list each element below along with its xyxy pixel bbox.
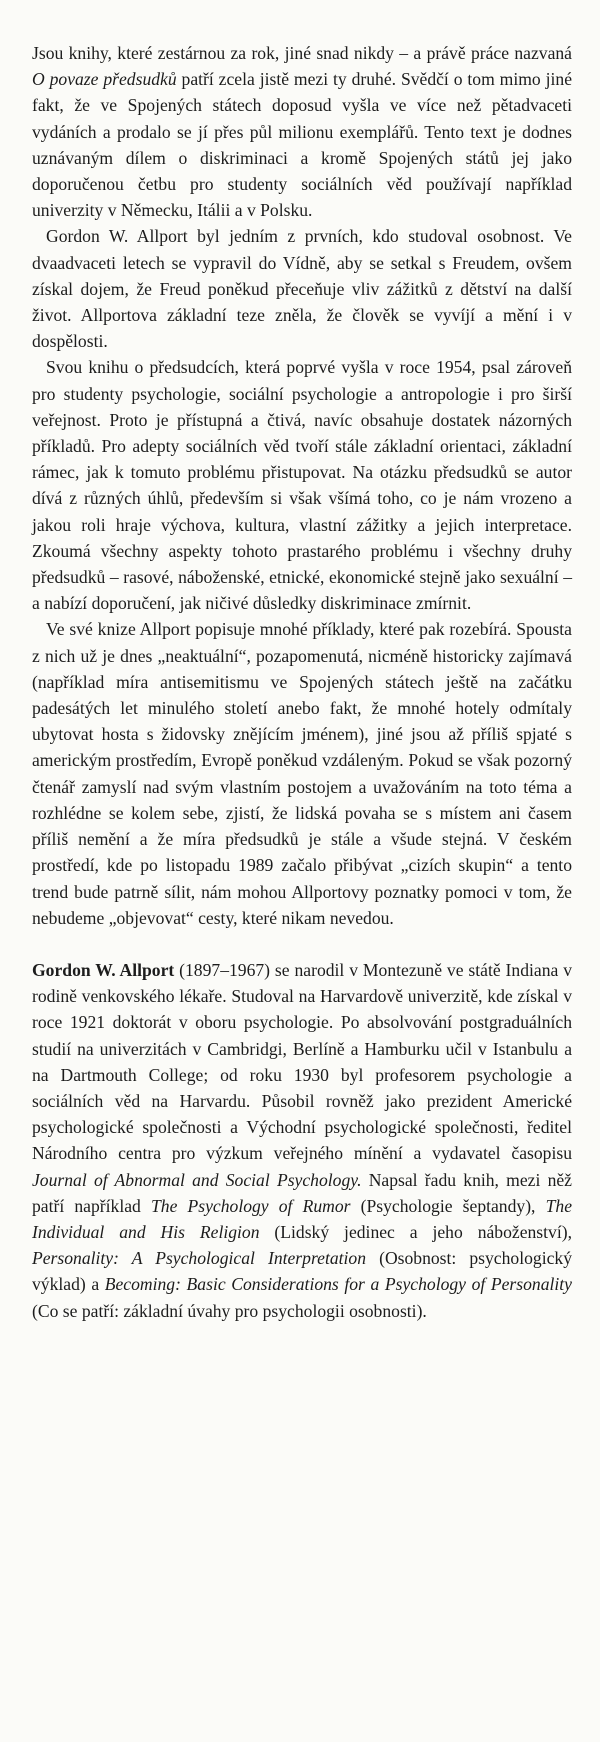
- author-name: Gordon W. Allport: [32, 959, 175, 980]
- bio-text-1: (1897–1967) se narodil v Montezuně ve státě Indiana v rodině venkovského lékaře. Studoval na Harvardově univerzitě, kde získal v roce 1921 doktorát v oboru psychologie. Po absolvování postgraduálních studií na univerzitách v Cambridgi, Berlíně a Hamburku učil v Istanbulu a na Dartmouth College; od roku 1930 byl profesorem psychologie a sociálních věd na Harvardu. Působil rovněž jako prezident Americké psychologické společnosti a Východní psychologické společnosti, ředitel Národního centra pro výzkum veřejného mínění a vydavatel časopisu: [32, 959, 572, 1164]
- author-bio: [32, 957, 572, 1324]
- book-title-becoming: Becoming: Basic Considerations for a Psychology of Personality: [104, 1274, 572, 1295]
- book-title-religion: The Individual and His Religion: [32, 1195, 572, 1242]
- bio-text-5: (Osobnost: psychologický výklad) a: [32, 1248, 572, 1295]
- bio-text-3: (Psychologie šeptandy),: [350, 1195, 546, 1216]
- book-title-rumor: The Psychology of Rumor: [150, 1195, 351, 1216]
- intro-paragraph-2: Gordon W. Allport byl jedním z prvních, kdo studoval osobnost. Ve dvaadvaceti letech se vypravil do Vídně, aby se setkal s Freudem, ovšem získal dojem, že Freud poněkud přeceňuje vliv zážitků z dětství na další život. Allportova základní teze zněla, že člověk se vyvíjí a mění i v dospělosti.: [32, 226, 572, 352]
- bio-text-6: (Co se patří: základní úvahy pro psychologii osobnosti).: [32, 1300, 427, 1321]
- bio-text-2: Napsal řadu knih, mezi něž patří například: [32, 1169, 572, 1216]
- bio-text-4: (Lidský jedinec a jeho náboženství),: [259, 1221, 572, 1242]
- journal-title: Journal of Abnormal and Social Psychology.: [32, 1169, 362, 1190]
- book-title-personality: Personality: A Psychological Interpretation: [32, 1248, 367, 1269]
- intro-paragraph-3: Svou knihu o předsudcích, která poprvé vyšla v roce 1954, psal zároveň pro studenty psychologie, sociální psychologie a antropologie i pro širší veřejnost. Proto je přístupná a čtivá, navíc obsahuje dostatek názorných příkladů. Pro adepty sociálních věd tvoří stále základní orientaci, základní rámec, jak k tomuto problému přistupovat. Na otázku předsudků se autor dívá z různých úhlů, především si však všímá toho, co je nám vrozeno a jakou roli hraje výchova, kultura, vlastní zážitky a jejich interpretace. Zkoumá všechny aspekty tohoto prastarého problému i všechny druhy předsudků – rasové, náboženské, etnické, ekonomické stejně jako sexuální – a nabízí doporučení, jak ničivé důsledky diskriminace zmírnit.: [32, 357, 572, 614]
- intro-p1-text-end: patří zcela jistě mezi ty druhé. Svědčí o tom mimo jiné fakt, že ve Spojených státech doposud vyšla ve více než pětadvaceti vydáních a prodalo se jí přes půl milionu exemplářů. Tento text je dodnes uznávaným dílem o diskriminaci a kromě Spojených států jej jako doporučenou četbu pro studenty sociálních věd používají například univerzity v Německu, Itálii a v Polsku.: [32, 69, 573, 221]
- book-title: O povaze předsudků: [32, 69, 177, 90]
- intro-paragraph-4: Ve své knize Allport popisuje mnohé příklady, které pak rozebírá. Spousta z nich už je dnes „neaktuální“, pozapomenutá, nicméně historicky zajímavá (například míra antisemitismu ve Spojených státech ještě na začátku padesátých let minulého století anebo fakt, že mnohé hotely odmítaly ubytovat hosta s židovsky znějícím jménem), jiné jsou až příliš spjaté s americkým prostředím, Evropě poněkud vzdáleným. Pokud se však pozorný čtenář zamyslí nad svým vlastním postojem a uvažováním na toto téma a rozhlédne se kolem sebe, zjistí, že lidská povaha se s místem ani časem příliš nemění a že míra předsudků je stále a všude stejná. V českém prostředí, kde po listopadu 1989 začalo přibývat „cizích skupin“ a tento trend bude patrně sílit, nám mohou Allportovy poznatky pomoci v tom, že nebudeme „objevovat“ cesty, které nikam nevedou.: [32, 619, 572, 928]
- intro-p1-text-start: Jsou knihy, které zestárnou za rok, jiné snad nikdy – a právě práce nazvaná: [32, 43, 572, 63]
- intro-paragraph-1: [32, 40, 572, 223]
- text-column: [32, 40, 572, 1324]
